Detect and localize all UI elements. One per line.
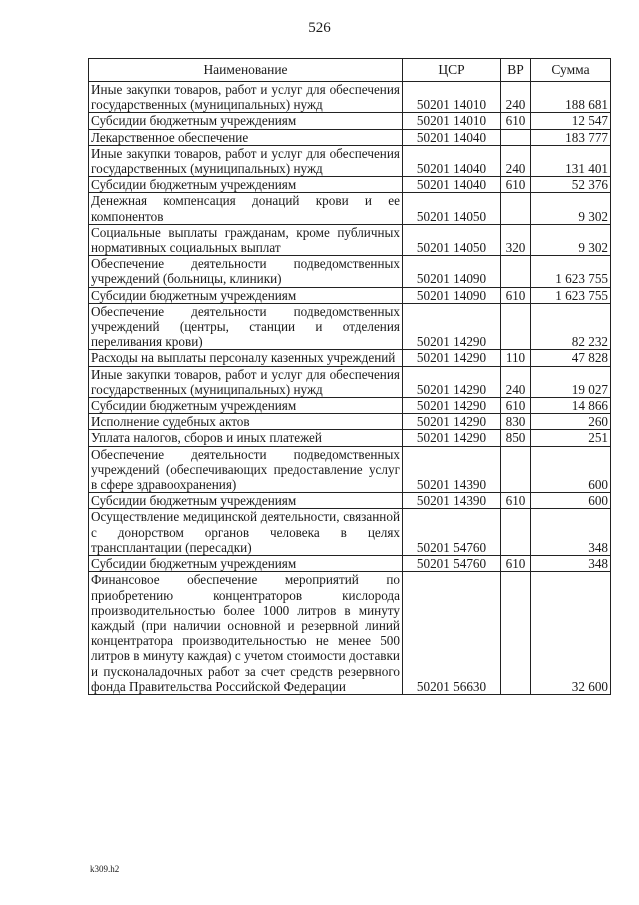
row-vr xyxy=(501,193,531,224)
table-row xyxy=(89,398,611,414)
row-csr: 50201 14290 xyxy=(403,303,501,350)
row-vr: 610 xyxy=(501,287,531,303)
row-csr: 50201 14290 xyxy=(403,398,501,414)
header-name: Наименование xyxy=(89,59,403,82)
table-row xyxy=(89,366,611,397)
row-name: Денежная компенсация донаций крови и ее компонентов xyxy=(89,193,403,224)
row-sum: 1 623 755 xyxy=(531,256,611,287)
row-csr: 50201 54760 xyxy=(403,509,501,556)
table-row xyxy=(89,256,611,287)
row-csr: 50201 14050 xyxy=(403,224,501,255)
row-csr: 50201 14090 xyxy=(403,256,501,287)
table-row xyxy=(89,177,611,193)
row-sum: 348 xyxy=(531,556,611,572)
row-name: Обеспечение деятельности подведомственных учреждений (обеспечивающих предоставление услуг в сфере здравоохранения) xyxy=(89,446,403,493)
row-vr: 610 xyxy=(501,177,531,193)
row-name: Обеспечение деятельности подведомственных учреждений (больницы, клиники) xyxy=(89,256,403,287)
row-csr: 50201 14040 xyxy=(403,177,501,193)
row-name: Субсидии бюджетным учреждениям xyxy=(89,287,403,303)
row-sum: 183 777 xyxy=(531,129,611,145)
row-sum: 14 866 xyxy=(531,398,611,414)
row-name: Исполнение судебных актов xyxy=(89,414,403,430)
row-sum: 47 828 xyxy=(531,350,611,366)
row-csr: 50201 14040 xyxy=(403,129,501,145)
row-csr: 50201 14390 xyxy=(403,446,501,493)
row-name: Расходы на выплаты персоналу казенных учреждений xyxy=(89,350,403,366)
table-row xyxy=(89,82,611,113)
row-name: Субсидии бюджетным учреждениям xyxy=(89,113,403,129)
row-csr: 50201 14390 xyxy=(403,493,501,509)
row-name: Субсидии бюджетным учреждениям xyxy=(89,493,403,509)
header-vr: ВР xyxy=(501,59,531,82)
row-vr xyxy=(501,129,531,145)
row-sum: 32 600 xyxy=(531,572,611,695)
row-csr: 50201 56630 xyxy=(403,572,501,695)
row-vr: 850 xyxy=(501,430,531,446)
row-name: Лекарственное обеспечение xyxy=(89,129,403,145)
table-row xyxy=(89,446,611,493)
row-name: Уплата налогов, сборов и иных платежей xyxy=(89,430,403,446)
row-csr: 50201 14010 xyxy=(403,82,501,113)
table-row xyxy=(89,145,611,176)
row-sum: 82 232 xyxy=(531,303,611,350)
table-row xyxy=(89,493,611,509)
row-sum: 9 302 xyxy=(531,224,611,255)
row-csr: 50201 14290 xyxy=(403,414,501,430)
row-name: Социальные выплаты гражданам, кроме публичных нормативных социальных выплат xyxy=(89,224,403,255)
footer-document-code: k309.h2 xyxy=(90,864,120,874)
row-sum: 19 027 xyxy=(531,366,611,397)
row-name: Субсидии бюджетным учреждениям xyxy=(89,398,403,414)
row-sum: 348 xyxy=(531,509,611,556)
row-vr: 610 xyxy=(501,493,531,509)
budget-table xyxy=(88,58,611,695)
row-csr: 50201 14040 xyxy=(403,145,501,176)
table-row xyxy=(89,224,611,255)
table-row xyxy=(89,287,611,303)
table-row xyxy=(89,129,611,145)
row-name: Субсидии бюджетным учреждениям xyxy=(89,556,403,572)
row-sum: 131 401 xyxy=(531,145,611,176)
row-vr: 610 xyxy=(501,398,531,414)
row-sum: 188 681 xyxy=(531,82,611,113)
header-row xyxy=(89,59,611,82)
row-csr: 50201 14290 xyxy=(403,366,501,397)
row-sum: 600 xyxy=(531,446,611,493)
header-sum: Сумма xyxy=(531,59,611,82)
row-name: Иные закупки товаров, работ и услуг для обеспечения государственных (муниципальных) нужд xyxy=(89,82,403,113)
row-name: Осуществление медицинской деятельности, связанной с донорством органов человека в целях трансплантации (пересадки) xyxy=(89,509,403,556)
row-vr: 240 xyxy=(501,366,531,397)
row-vr xyxy=(501,446,531,493)
row-vr: 610 xyxy=(501,556,531,572)
row-csr: 50201 14290 xyxy=(403,430,501,446)
row-vr xyxy=(501,303,531,350)
row-sum: 251 xyxy=(531,430,611,446)
table-row xyxy=(89,350,611,366)
row-name: Иные закупки товаров, работ и услуг для обеспечения государственных (муниципальных) нужд xyxy=(89,366,403,397)
row-vr: 110 xyxy=(501,350,531,366)
row-vr: 320 xyxy=(501,224,531,255)
row-vr xyxy=(501,572,531,695)
table-row xyxy=(89,414,611,430)
table-row xyxy=(89,556,611,572)
row-sum: 12 547 xyxy=(531,113,611,129)
row-sum: 52 376 xyxy=(531,177,611,193)
table-row xyxy=(89,572,611,695)
row-name: Субсидии бюджетным учреждениям xyxy=(89,177,403,193)
table-row xyxy=(89,303,611,350)
row-name: Иные закупки товаров, работ и услуг для обеспечения государственных (муниципальных) нужд xyxy=(89,145,403,176)
row-vr: 830 xyxy=(501,414,531,430)
table-body xyxy=(89,82,611,695)
row-vr: 610 xyxy=(501,113,531,129)
table-row xyxy=(89,509,611,556)
row-vr: 240 xyxy=(501,82,531,113)
row-vr xyxy=(501,256,531,287)
row-sum: 1 623 755 xyxy=(531,287,611,303)
page-number: 526 xyxy=(308,20,331,36)
row-csr: 50201 14010 xyxy=(403,113,501,129)
row-csr: 50201 14050 xyxy=(403,193,501,224)
row-csr: 50201 14290 xyxy=(403,350,501,366)
row-csr: 50201 14090 xyxy=(403,287,501,303)
row-sum: 9 302 xyxy=(531,193,611,224)
row-sum: 260 xyxy=(531,414,611,430)
table-header xyxy=(89,59,611,82)
row-csr: 50201 54760 xyxy=(403,556,501,572)
row-vr: 240 xyxy=(501,145,531,176)
row-name: Финансовое обеспечение мероприятий по приобретению концентраторов кислорода производительностью более 1000 литров в минуту каждый (при наличии основной и резервной линий концентратора производительностью не менее 500 литров в минуту каждая) с учетом стоимости доставки и пусконаладочных работ за счет средств резервного фонда Правительства Российской Федерации xyxy=(89,572,403,695)
table-row xyxy=(89,113,611,129)
table-row xyxy=(89,430,611,446)
row-sum: 600 xyxy=(531,493,611,509)
header-csr: ЦСР xyxy=(403,59,501,82)
table-row xyxy=(89,193,611,224)
row-name: Обеспечение деятельности подведомственных учреждений (центры, станции и отделения переливания крови) xyxy=(89,303,403,350)
row-vr xyxy=(501,509,531,556)
